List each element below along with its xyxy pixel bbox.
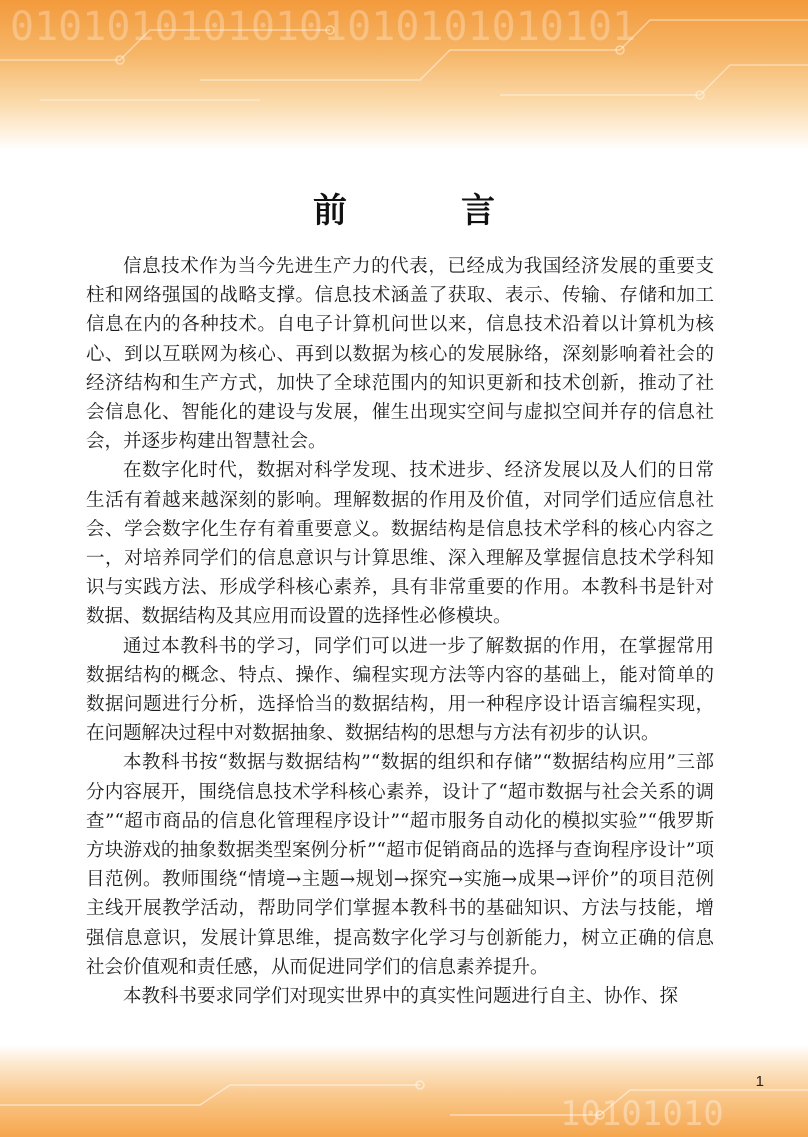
paragraph: 信息技术作为当今先进生产力的代表，已经成为我国经济发展的重要支柱和网络强国的战略支撑。信息技术涵盖了获取、表示、传输、存储和加工信息在内的各种技术。自电子计算机问世以来，信息技术沿着以计算机为核心、到以互联网为核心、再到以数据为核心的发展脉络，深刻影响着社会的经济结构和生产方式，加快了全球范围内的知识更新和技术创新，推动了社会信息化、智能化的建设与发展，催生出现实空间与虚拟空间并存的信息社会，并逐步构建出智慧社会。 [86,256,714,453]
paragraph: 在数字化时代，数据对科学发现、技术进步、经济发展以及人们的日常生活有着越来越深刻的影响。理解数据的作用及价值，对同学们适应信息社会、学会数字化生存有着重要意义。数据结构是信息技术学科的核心内容之一，对培养同学们的信息意识与计算思维、深入理解及掌握信息技术学科知识与实践方法、形成学科核心素养，具有非常重要的作用。本教科书是针对数据、数据结构及其应用而设置的选择性必修模块。 [86,460,714,628]
paragraph: 通过本教科书的学习，同学们可以进一步了解数据的作用，在掌握常用数据结构的概念、特点、操作、编程实现方法等内容的基础上，能对简单的数据问题进行分析，选择恰当的数据结构，用一种程序设计语言编程实现，在问题解决过程中对数据抽象、数据结构的思想与方法有初步的认识。 [86,635,714,745]
circuit-pattern-icon [0,1045,808,1137]
page-number: 1 [755,1073,764,1090]
footer-decoration [0,1045,808,1137]
paragraph: 本教科书按“数据与数据结构”“数据的组织和存储”“数据结构应用”三部分内容展开，围绕信息技术学科核心素养，设计了“超市数据与社会关系的调查”“超市商品的信息化管理程序设计”“超市服务自动化的模拟实验”“俄罗斯方块游戏的抽象数据类型案例分析”“超市促销商品的选择与查询程序设计”项目范例。教师围绕“情境→主题→规划→探究→实施→成果→评价”的项目范例主线开展教学活动，帮助同学们掌握本教科书的基础知识、方法与技能，增强信息意识，发展计算思维，提高数字化学习与创新能力，树立正确的信息社会价值观和责任感，从而促进同学们的信息素养提升。 [86,752,714,978]
circuit-pattern-icon [0,0,808,150]
binary-watermark: 01010101010101010101010101 [10,4,637,50]
paragraph: 本教科书要求同学们对现实世界中的真实性问题进行自主、协作、探 [123,986,679,1008]
preface-body [86,252,714,1011]
page-title: 前 言 [313,191,535,231]
header-decoration [0,0,808,150]
binary-watermark: 10101010 [560,1094,724,1134]
